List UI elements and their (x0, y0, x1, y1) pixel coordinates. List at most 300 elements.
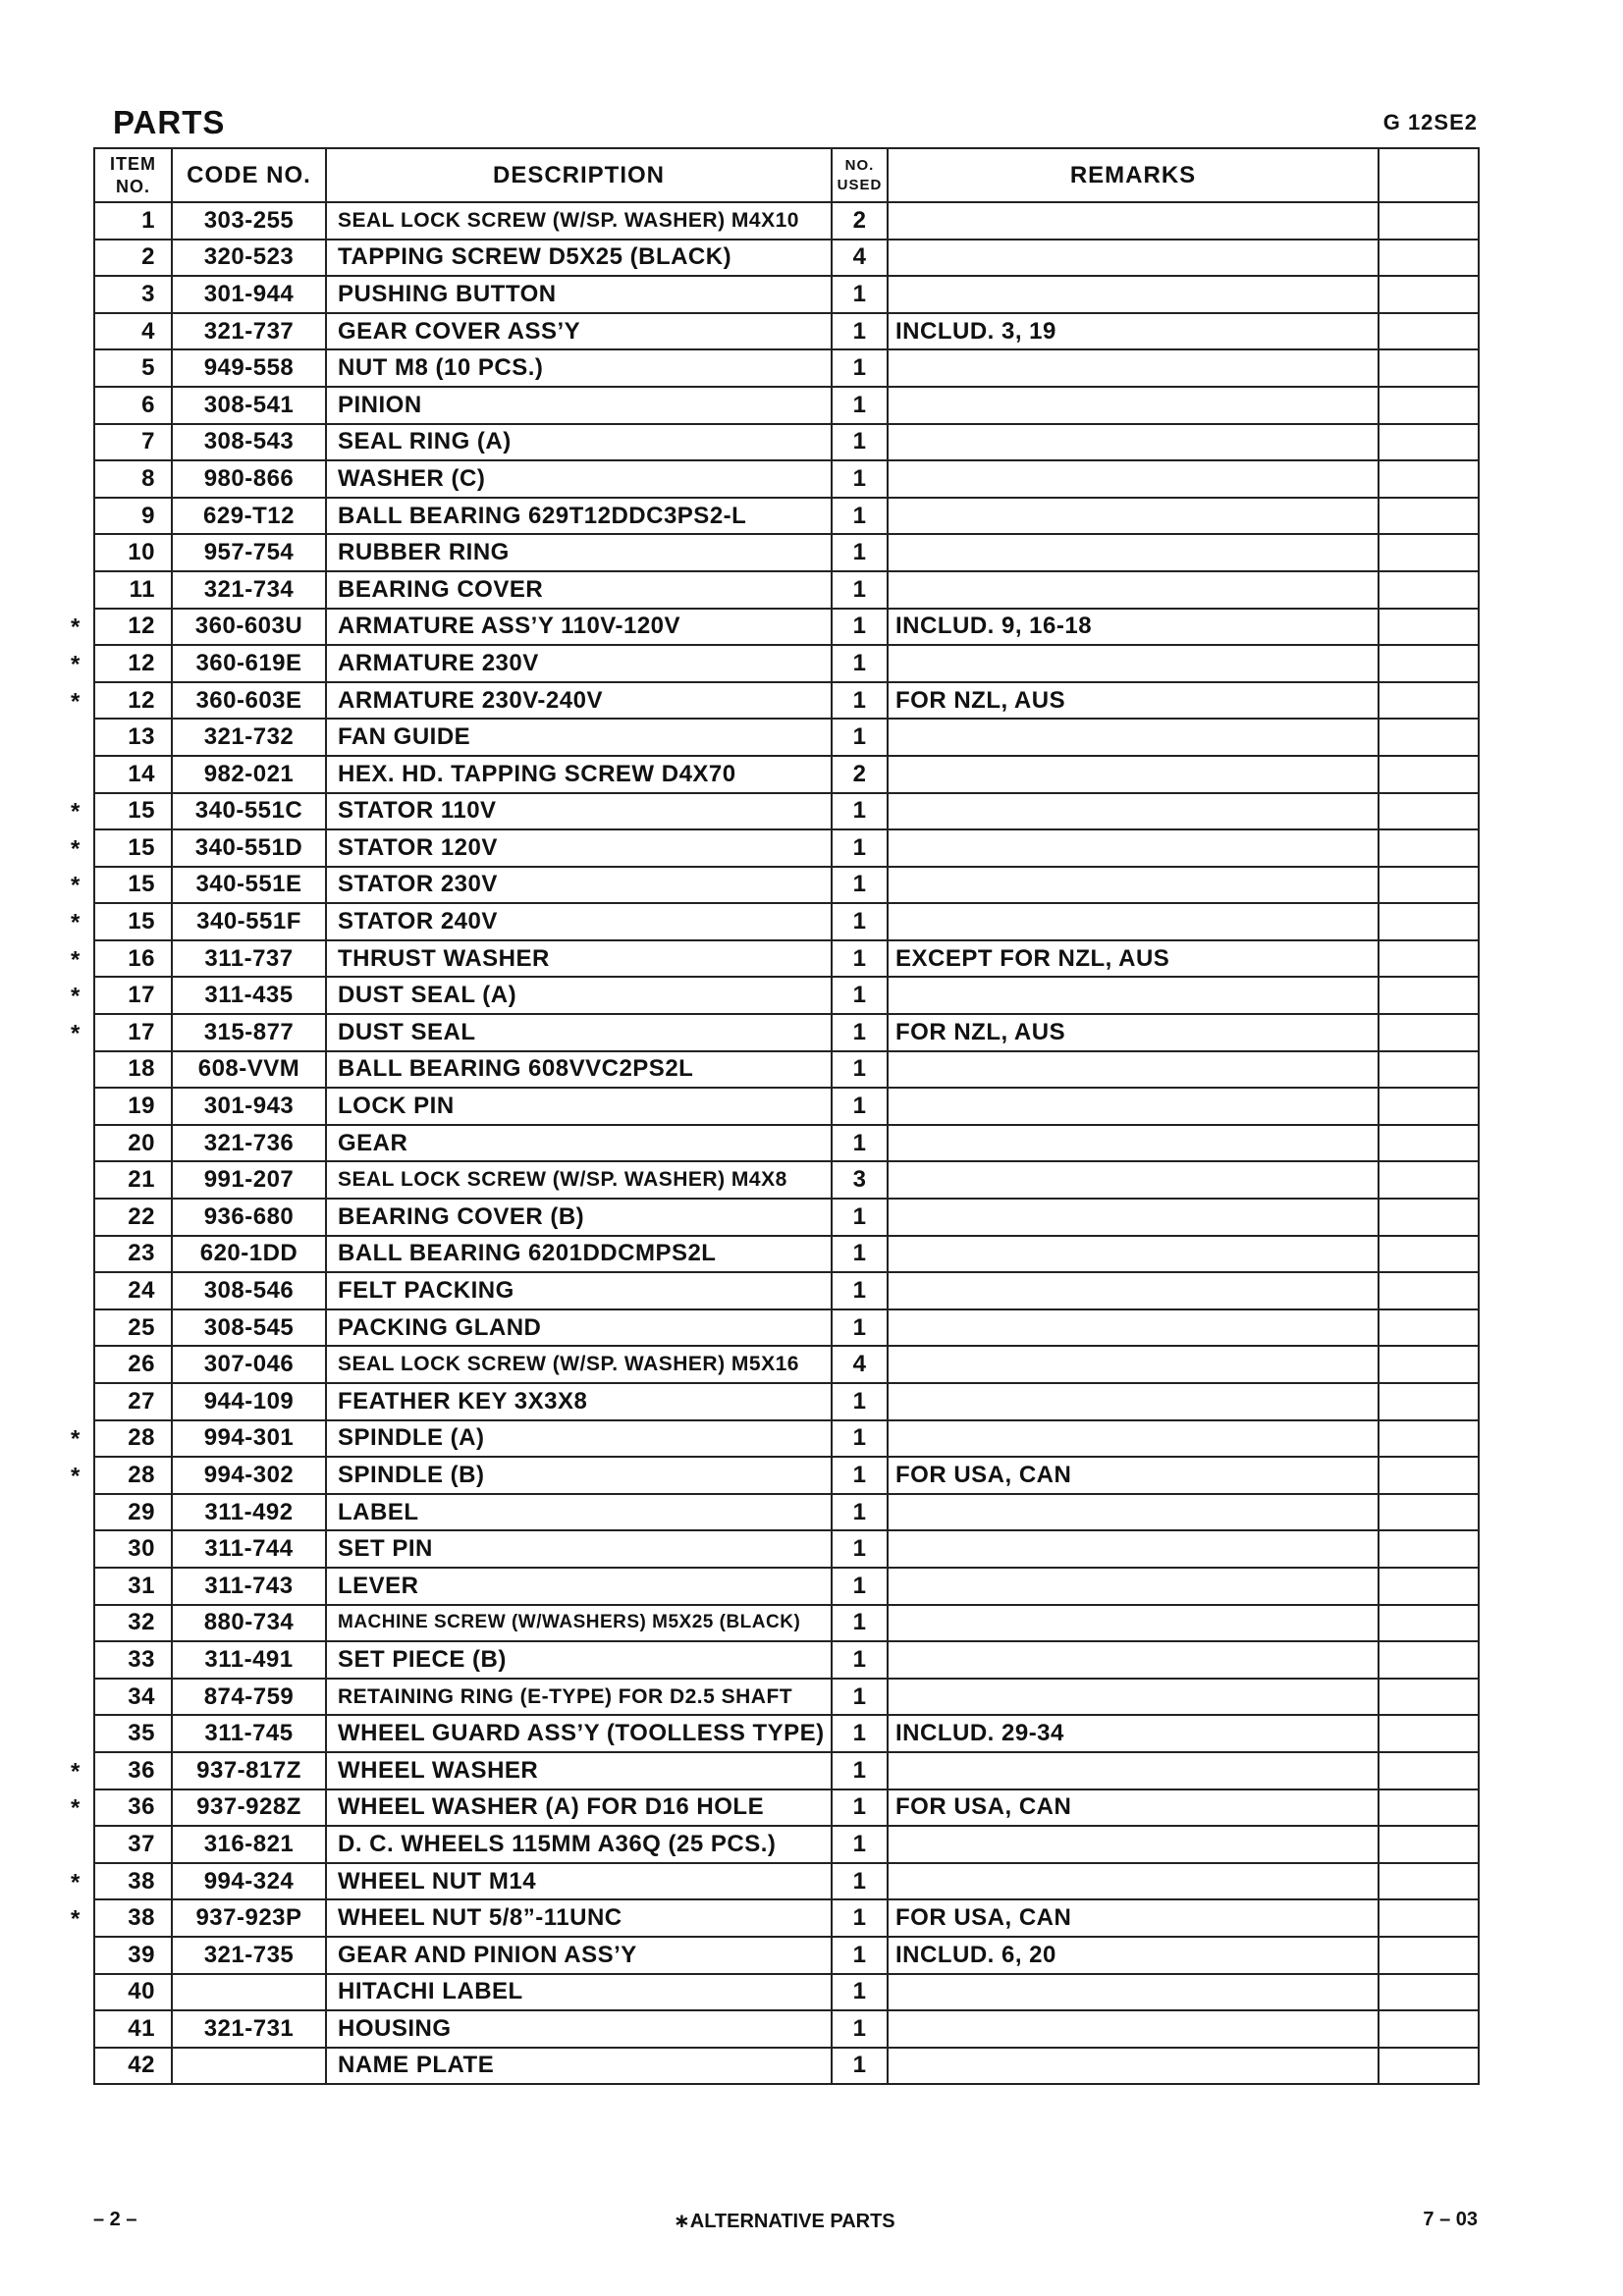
table-row (94, 1199, 1479, 1236)
item-no: 18 (128, 1055, 155, 1083)
item-no: 7 (141, 428, 155, 455)
remarks-cell (888, 276, 1379, 313)
description-cell: THRUST WASHER (326, 940, 832, 978)
header-no-used (832, 148, 888, 202)
header-item-line2: NO. (115, 176, 150, 196)
item-no-cell (94, 1715, 172, 1752)
remarks-cell: EXCEPT FOR NZL, AUS (888, 940, 1379, 978)
extra-cell (1379, 1014, 1479, 1051)
code-no-cell: 620-1DD (172, 1236, 326, 1273)
item-no: 12 (128, 613, 155, 640)
code-no-cell: 957-754 (172, 534, 326, 571)
item-no-cell (71, 1789, 172, 1827)
code-no-cell: 311-435 (172, 977, 326, 1014)
no-used-cell: 1 (832, 1937, 888, 1974)
header-used-line2: USED (837, 176, 883, 193)
table-row (94, 1494, 1479, 1531)
description-cell: BALL BEARING 6201DDCMPS2L (326, 1236, 832, 1273)
table-row (94, 1457, 1479, 1494)
item-no: 29 (128, 1498, 155, 1525)
item-no-cell (94, 1568, 172, 1605)
table-row (94, 793, 1479, 830)
code-no-cell: 340-551D (172, 829, 326, 867)
description-cell: SPINDLE (B) (326, 1457, 832, 1494)
description-cell: STATOR 110V (326, 793, 832, 830)
description-cell: PACKING GLAND (326, 1309, 832, 1347)
table-row (94, 424, 1479, 461)
code-no-cell: 301-943 (172, 1088, 326, 1125)
item-no-cell (71, 793, 172, 830)
item-no-cell (71, 829, 172, 867)
revision-date: 7 – 03 (1423, 2209, 1478, 2230)
item-no: 39 (128, 1941, 155, 1968)
extra-cell (1379, 645, 1479, 682)
item-no-cell (94, 1494, 172, 1531)
no-used-cell: 2 (832, 202, 888, 240)
item-no: 15 (128, 833, 155, 861)
item-no: 33 (128, 1645, 155, 1673)
item-no-cell (94, 1088, 172, 1125)
code-no-cell: 991-207 (172, 1161, 326, 1199)
code-no-cell: 308-546 (172, 1272, 326, 1309)
item-no-cell (71, 940, 172, 978)
no-used-cell: 1 (832, 1051, 888, 1089)
description-cell: NUT M8 (10 PCS.) (326, 349, 832, 387)
item-no-cell (94, 2010, 172, 2048)
extra-cell (1379, 1457, 1479, 1494)
no-used-cell: 1 (832, 940, 888, 978)
code-no-cell: 608-VVM (172, 1051, 326, 1089)
item-no: 37 (128, 1830, 155, 1857)
item-no-cell (94, 1161, 172, 1199)
item-no: 22 (128, 1202, 155, 1230)
item-no-cell (94, 719, 172, 756)
remarks-cell (888, 1199, 1379, 1236)
code-no-cell: 316-821 (172, 1826, 326, 1863)
extra-cell (1379, 1715, 1479, 1752)
item-no-cell (94, 240, 172, 277)
remarks-cell: FOR USA, CAN (888, 1457, 1379, 1494)
table-row (94, 1863, 1479, 1900)
remarks-cell (888, 1125, 1379, 1162)
alternative-part-marker: * (71, 946, 81, 974)
item-no-cell (94, 202, 172, 240)
item-no-cell (94, 498, 172, 535)
no-used-cell: 1 (832, 1088, 888, 1125)
description-cell: D. C. WHEELS 115MM A36Q (25 PCS.) (326, 1826, 832, 1863)
remarks-cell (888, 387, 1379, 424)
remarks-cell (888, 1641, 1379, 1679)
alternative-part-marker: * (71, 687, 81, 715)
table-row (94, 1641, 1479, 1679)
remarks-cell (888, 793, 1379, 830)
no-used-cell: 1 (832, 867, 888, 904)
code-no-cell: 321-737 (172, 313, 326, 350)
item-no: 15 (128, 797, 155, 825)
alternative-part-marker: * (71, 872, 81, 899)
alternative-part-marker: * (71, 614, 81, 641)
extra-cell (1379, 793, 1479, 830)
item-no: 15 (128, 908, 155, 935)
remarks-cell (888, 1974, 1379, 2011)
remarks-cell: INCLUD. 29-34 (888, 1715, 1379, 1752)
alternative-parts-note: ∗ALTERNATIVE PARTS (674, 2211, 895, 2232)
code-no-cell: 321-736 (172, 1125, 326, 1162)
table-row (94, 1161, 1479, 1199)
table-row (94, 534, 1479, 571)
extra-cell (1379, 387, 1479, 424)
remarks-cell (888, 2010, 1379, 2048)
table-row (94, 940, 1479, 978)
table-row (94, 1530, 1479, 1568)
extra-cell (1379, 1899, 1479, 1937)
no-used-cell: 1 (832, 2048, 888, 2085)
code-no-cell: 307-046 (172, 1346, 326, 1383)
code-no-cell: 311-737 (172, 940, 326, 978)
code-no-cell: 311-491 (172, 1641, 326, 1679)
no-used-cell: 4 (832, 1346, 888, 1383)
no-used-cell: 1 (832, 829, 888, 867)
table-row (94, 1125, 1479, 1162)
description-cell: WHEEL NUT M14 (326, 1863, 832, 1900)
code-no-cell: 980-866 (172, 460, 326, 498)
item-no: 30 (128, 1535, 155, 1563)
item-no-cell (94, 571, 172, 609)
description-cell: FELT PACKING (326, 1272, 832, 1309)
item-no-cell (94, 1236, 172, 1273)
extra-cell (1379, 1309, 1479, 1347)
description-cell: GEAR AND PINION ASS’Y (326, 1937, 832, 1974)
extra-cell (1379, 1752, 1479, 1789)
extra-cell (1379, 1272, 1479, 1309)
item-no-cell (94, 424, 172, 461)
description-cell: WASHER (C) (326, 460, 832, 498)
alternative-part-marker: * (71, 798, 81, 826)
item-no: 23 (128, 1240, 155, 1267)
remarks-cell (888, 1051, 1379, 1089)
code-no-cell: 937-817Z (172, 1752, 326, 1789)
remarks-cell (888, 1605, 1379, 1642)
extra-cell (1379, 349, 1479, 387)
remarks-cell: FOR NZL, AUS (888, 1014, 1379, 1051)
description-cell: SEAL LOCK SCREW (W/SP. WASHER) M5X16 (326, 1346, 832, 1383)
no-used-cell: 1 (832, 349, 888, 387)
table-row (94, 1789, 1479, 1827)
no-used-cell: 3 (832, 1161, 888, 1199)
description-cell: TAPPING SCREW D5X25 (BLACK) (326, 240, 832, 277)
table-row (94, 609, 1479, 646)
no-used-cell: 1 (832, 1309, 888, 1347)
no-used-cell: 1 (832, 1826, 888, 1863)
description-cell: BEARING COVER (B) (326, 1199, 832, 1236)
extra-cell (1379, 1088, 1479, 1125)
no-used-cell: 1 (832, 1679, 888, 1716)
no-used-cell: 1 (832, 719, 888, 756)
description-cell: MACHINE SCREW (W/WASHERS) M5X25 (BLACK) (326, 1605, 832, 1642)
no-used-cell: 1 (832, 387, 888, 424)
item-no: 28 (128, 1461, 155, 1488)
model-number: G 12SE2 (1382, 110, 1478, 134)
description-cell: SPINDLE (A) (326, 1420, 832, 1458)
no-used-cell: 1 (832, 1752, 888, 1789)
table-row (94, 977, 1479, 1014)
item-no: 21 (128, 1166, 155, 1194)
item-no: 36 (128, 1793, 155, 1821)
description-cell: BALL BEARING 608VVC2PS2L (326, 1051, 832, 1089)
table-row (94, 276, 1479, 313)
code-no-cell: 937-928Z (172, 1789, 326, 1827)
no-used-cell: 1 (832, 1272, 888, 1309)
remarks-cell: FOR USA, CAN (888, 1899, 1379, 1937)
no-used-cell: 1 (832, 1494, 888, 1531)
extra-cell (1379, 1051, 1479, 1089)
table-row (94, 571, 1479, 609)
table-row (94, 1346, 1479, 1383)
description-cell: HITACHI LABEL (326, 1974, 832, 2011)
no-used-cell: 1 (832, 1199, 888, 1236)
description-cell: STATOR 120V (326, 829, 832, 867)
extra-cell (1379, 756, 1479, 793)
header-code-no: CODE NO. (172, 148, 326, 202)
table-row (94, 682, 1479, 720)
item-no-cell (94, 1605, 172, 1642)
table-row (94, 1937, 1479, 1974)
item-no: 4 (141, 317, 155, 345)
code-no-cell: 340-551C (172, 793, 326, 830)
extra-cell (1379, 1494, 1479, 1531)
extra-cell (1379, 313, 1479, 350)
item-no: 8 (141, 464, 155, 492)
item-no-cell (94, 1826, 172, 1863)
description-cell: ARMATURE 230V (326, 645, 832, 682)
remarks-cell (888, 756, 1379, 793)
item-no: 17 (128, 1018, 155, 1045)
parts-table-header (94, 148, 1479, 202)
description-cell: FEATHER KEY 3X3X8 (326, 1383, 832, 1420)
no-used-cell: 1 (832, 1457, 888, 1494)
description-cell: LABEL (326, 1494, 832, 1531)
item-no: 24 (128, 1277, 155, 1305)
no-used-cell: 1 (832, 1899, 888, 1937)
no-used-cell: 1 (832, 977, 888, 1014)
item-no-cell (94, 1641, 172, 1679)
remarks-cell (888, 829, 1379, 867)
item-no: 41 (128, 2014, 155, 2042)
remarks-cell (888, 1752, 1379, 1789)
no-used-cell: 1 (832, 424, 888, 461)
page-title: PARTS (113, 104, 226, 140)
description-cell: LOCK PIN (326, 1088, 832, 1125)
item-no: 3 (141, 280, 155, 307)
code-no-cell: 949-558 (172, 349, 326, 387)
item-no-cell (94, 313, 172, 350)
no-used-cell: 1 (832, 1014, 888, 1051)
description-cell: WHEEL NUT 5/8”-11UNC (326, 1899, 832, 1937)
item-no-cell (71, 1752, 172, 1789)
code-no-cell: 308-545 (172, 1309, 326, 1347)
table-row (94, 1715, 1479, 1752)
extra-cell (1379, 1605, 1479, 1642)
extra-cell (1379, 719, 1479, 756)
table-row (94, 719, 1479, 756)
description-cell: STATOR 240V (326, 903, 832, 940)
code-no-cell: 311-492 (172, 1494, 326, 1531)
extra-cell (1379, 1826, 1479, 1863)
remarks-cell (888, 867, 1379, 904)
code-no-cell: 994-301 (172, 1420, 326, 1458)
extra-cell (1379, 1863, 1479, 1900)
no-used-cell: 1 (832, 1420, 888, 1458)
item-no: 32 (128, 1609, 155, 1636)
extra-cell (1379, 1641, 1479, 1679)
remarks-cell (888, 903, 1379, 940)
no-used-cell: 1 (832, 1568, 888, 1605)
item-no-cell (71, 1457, 172, 1494)
remarks-cell (888, 1161, 1379, 1199)
header-item-line1: ITEM (110, 153, 156, 174)
table-row (94, 1051, 1479, 1089)
item-no-cell (94, 1309, 172, 1347)
code-no-cell: 321-732 (172, 719, 326, 756)
code-no-cell: 944-109 (172, 1383, 326, 1420)
table-row (94, 202, 1479, 240)
no-used-cell: 1 (832, 793, 888, 830)
item-no: 34 (128, 1682, 155, 1710)
code-no-cell: 308-541 (172, 387, 326, 424)
code-no-cell: 360-603E (172, 682, 326, 720)
item-no-cell (94, 387, 172, 424)
header-used-line1: NO. (844, 156, 875, 174)
description-cell: HOUSING (326, 2010, 832, 2048)
remarks-cell (888, 424, 1379, 461)
description-cell: SET PIECE (B) (326, 1641, 832, 1679)
extra-cell (1379, 1420, 1479, 1458)
item-no-cell (71, 903, 172, 940)
item-no: 13 (128, 723, 155, 751)
no-used-cell: 1 (832, 1125, 888, 1162)
extra-cell (1379, 1937, 1479, 1974)
remarks-cell (888, 2048, 1379, 2085)
remarks-cell (888, 977, 1379, 1014)
description-cell: ARMATURE ASS’Y 110V-120V (326, 609, 832, 646)
extra-cell (1379, 460, 1479, 498)
header-row (94, 148, 1479, 202)
extra-cell (1379, 940, 1479, 978)
remarks-cell (888, 719, 1379, 756)
item-no-cell (94, 1974, 172, 2011)
remarks-cell (888, 1309, 1379, 1347)
alternative-part-marker: * (71, 1905, 81, 1933)
no-used-cell: 1 (832, 1641, 888, 1679)
item-no: 38 (128, 1904, 155, 1932)
remarks-cell (888, 498, 1379, 535)
table-row (94, 1974, 1479, 2011)
description-cell: LEVER (326, 1568, 832, 1605)
description-cell: DUST SEAL (A) (326, 977, 832, 1014)
item-no: 15 (128, 871, 155, 898)
table-row (94, 1383, 1479, 1420)
remarks-cell (888, 1826, 1379, 1863)
table-row (94, 829, 1479, 867)
code-no-cell: 315-877 (172, 1014, 326, 1051)
remarks-cell (888, 349, 1379, 387)
description-cell: NAME PLATE (326, 2048, 832, 2085)
description-cell: SET PIN (326, 1530, 832, 1568)
extra-cell (1379, 1383, 1479, 1420)
remarks-cell: INCLUD. 9, 16-18 (888, 609, 1379, 646)
code-no-cell: 311-743 (172, 1568, 326, 1605)
item-no: 36 (128, 1756, 155, 1784)
item-no-cell (94, 1125, 172, 1162)
alternative-part-marker: * (71, 909, 81, 936)
extra-cell (1379, 276, 1479, 313)
item-no: 6 (141, 391, 155, 418)
extra-cell (1379, 1679, 1479, 1716)
remarks-cell (888, 1863, 1379, 1900)
table-row (94, 313, 1479, 350)
code-no-cell: 321-734 (172, 571, 326, 609)
item-no-cell (71, 977, 172, 1014)
description-cell: FAN GUIDE (326, 719, 832, 756)
extra-cell (1379, 202, 1479, 240)
code-no-cell: 936-680 (172, 1199, 326, 1236)
extra-cell (1379, 571, 1479, 609)
item-no: 11 (129, 575, 155, 603)
item-no: 19 (128, 1093, 155, 1120)
item-no-cell (94, 1272, 172, 1309)
remarks-cell (888, 1530, 1379, 1568)
item-no-cell (71, 867, 172, 904)
extra-cell (1379, 682, 1479, 720)
extra-cell (1379, 498, 1479, 535)
remarks-cell (888, 240, 1379, 277)
extra-cell (1379, 1125, 1479, 1162)
item-no-cell (71, 1863, 172, 1900)
alternative-part-marker: * (71, 1425, 81, 1453)
table-row (94, 1826, 1479, 1863)
table-row (94, 645, 1479, 682)
item-no-cell (94, 534, 172, 571)
extra-cell (1379, 534, 1479, 571)
description-cell: BEARING COVER (326, 571, 832, 609)
table-row (94, 1088, 1479, 1125)
remarks-cell: FOR NZL, AUS (888, 682, 1379, 720)
no-used-cell: 1 (832, 1530, 888, 1568)
no-used-cell: 1 (832, 571, 888, 609)
description-cell: HEX. HD. TAPPING SCREW D4X70 (326, 756, 832, 793)
item-no: 35 (128, 1720, 155, 1747)
code-no-cell: 340-551E (172, 867, 326, 904)
table-row (94, 903, 1479, 940)
no-used-cell: 1 (832, 609, 888, 646)
extra-cell (1379, 1568, 1479, 1605)
item-no: 1 (141, 206, 155, 234)
no-used-cell: 1 (832, 1974, 888, 2011)
code-no-cell: 321-731 (172, 2010, 326, 2048)
code-no-cell: 311-744 (172, 1530, 326, 1568)
remarks-cell: INCLUD. 6, 20 (888, 1937, 1379, 1974)
code-no-cell: 320-523 (172, 240, 326, 277)
extra-cell (1379, 609, 1479, 646)
extra-cell (1379, 424, 1479, 461)
extra-cell (1379, 1161, 1479, 1199)
alternative-part-marker: * (71, 983, 81, 1010)
table-row (94, 1236, 1479, 1273)
item-no-cell (71, 682, 172, 720)
remarks-cell (888, 202, 1379, 240)
item-no-cell (94, 460, 172, 498)
no-used-cell: 1 (832, 276, 888, 313)
